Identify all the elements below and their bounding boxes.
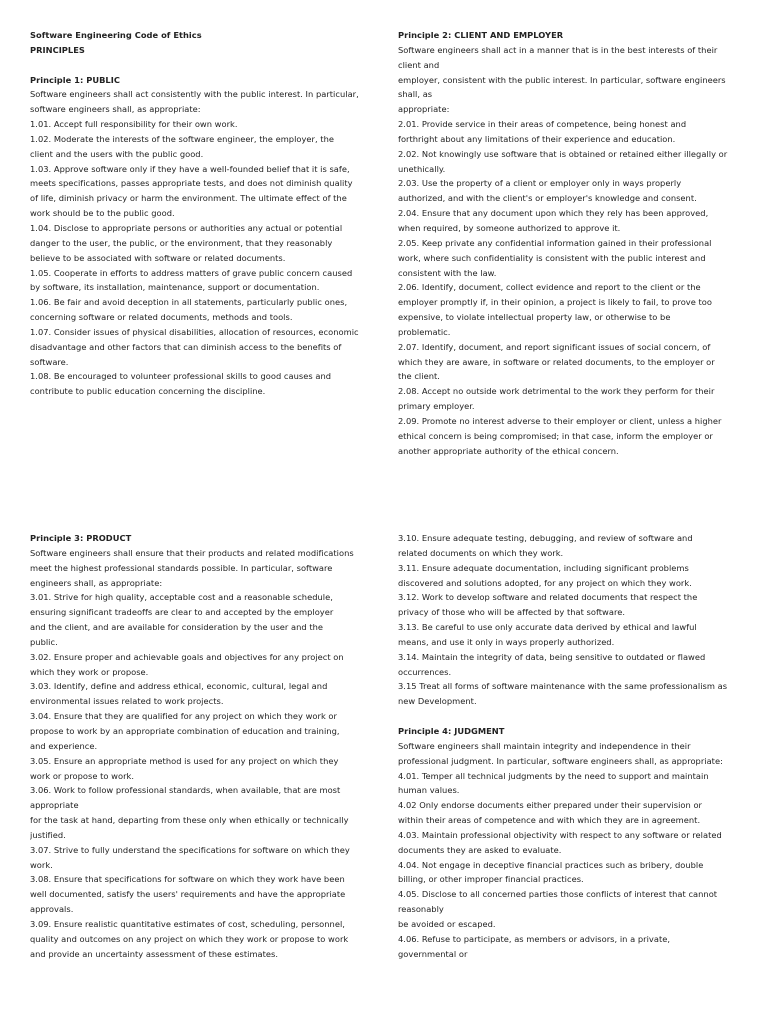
text-line: employer, consistent with the public interest. In particular, software engineers bbox=[398, 74, 726, 85]
text-line: related documents on which they work. bbox=[398, 547, 564, 558]
text-line: professional judgment. In particular, software engineers shall, as appropriate: bbox=[398, 755, 723, 766]
text-line: ensuring significant tradeoffs are clear to and accepted by the employer bbox=[30, 607, 334, 618]
text-line: forthright about any limitations of their experience and education. bbox=[398, 133, 676, 144]
text-line: Software engineers shall act consistently with the public interest. In particular, bbox=[30, 89, 359, 100]
text-line: discovered and solutions adopted, for any project on which they work. bbox=[398, 577, 692, 588]
text-line: quality and outcomes on any project on which they work or propose to work bbox=[30, 933, 349, 944]
text-line: 3.10. Ensure adequate testing, debugging, and review of software and bbox=[398, 533, 693, 543]
principle-3-continued-body bbox=[398, 531, 750, 709]
text-line: 2.02. Not knowingly use software that is obtained or retained either illegally or bbox=[398, 148, 728, 159]
text-line: 2.01. Provide service in their areas of competence, being honest and bbox=[398, 119, 687, 130]
text-line: meets specifications, passes appropriate tests, and does not diminish quality bbox=[30, 178, 353, 189]
text-line: 3.12. Work to develop software and related documents that respect the bbox=[398, 592, 698, 603]
text-line: disadvantage and other factors that can diminish access to the benefits of bbox=[30, 341, 342, 352]
text-line: the client. bbox=[398, 371, 440, 382]
principle-3-heading: Principle 3: PRODUCT bbox=[30, 533, 132, 543]
document-title: Software Engineering Code of Ethics bbox=[30, 30, 202, 40]
text-line: 1.08. Be encouraged to volunteer professional skills to good causes and bbox=[30, 371, 332, 382]
text-line: 3.13. Be careful to use only accurate data derived by ethical and lawful bbox=[398, 622, 697, 633]
text-line: danger to the user, the public, or the environment, that they reasonably bbox=[30, 237, 333, 248]
text-line: reasonably bbox=[398, 904, 444, 915]
text-line: 2.05. Keep private any confidential information gained in their professional bbox=[398, 237, 712, 248]
text-line: billing, or other improper financial practices. bbox=[398, 874, 584, 885]
text-line: new Development. bbox=[398, 696, 477, 707]
text-line: 4.05. Disclose to all concerned parties those conflicts of interest that cannot bbox=[398, 889, 718, 900]
text-line: 2.06. Identify, document, collect evidence and report to the client or the bbox=[398, 282, 701, 293]
text-line: expensive, to violate intellectual property law, or otherwise to be bbox=[398, 312, 671, 323]
text-line: Software engineers shall ensure that their products and related modifications bbox=[30, 547, 354, 558]
text-line: contribute to public education concerning the discipline. bbox=[30, 386, 266, 397]
text-line: 4.06. Refuse to participate, as members or advisors, in a private, bbox=[398, 933, 670, 944]
text-line: for the task at hand, departing from these only when ethically or technically bbox=[30, 815, 349, 826]
text-line: human values. bbox=[398, 785, 460, 796]
text-line: be avoided or escaped. bbox=[398, 918, 496, 929]
principle-3-body bbox=[30, 546, 382, 962]
text-line: shall, as bbox=[398, 89, 433, 100]
text-line: 1.02. Moderate the interests of the software engineer, the employer, the bbox=[30, 133, 334, 144]
text-line: 4.03. Maintain professional objectivity with respect to any software or related bbox=[398, 829, 722, 840]
text-line: occurrences. bbox=[398, 666, 452, 677]
text-line: means, and use it only in ways properly authorized. bbox=[398, 636, 615, 647]
text-line: 1.06. Be fair and avoid deception in all statements, particularly public ones, bbox=[30, 297, 348, 308]
text-line: meet the highest professional standards possible. In particular, software bbox=[30, 562, 333, 573]
principle-2-section bbox=[398, 28, 750, 458]
text-line: 3.03. Identify, define and address ethical, economic, cultural, legal and bbox=[30, 681, 328, 692]
text-line: client and the users with the public good. bbox=[30, 148, 204, 159]
text-line: when required, by someone authorized to approve it. bbox=[398, 222, 621, 233]
text-line: believe to be associated with software or related documents. bbox=[30, 252, 286, 263]
text-line: 1.07. Consider issues of physical disabilities, allocation of resources, economic bbox=[30, 326, 359, 337]
text-line: 2.08. Accept no outside work detrimental to the work they perform for their bbox=[398, 386, 715, 397]
text-line: employer promptly if, in their opinion, a project is likely to fail, to prove too bbox=[398, 297, 712, 308]
text-line: 1.05. Cooperate in efforts to address matters of grave public concern caused bbox=[30, 267, 353, 278]
principle-3-section bbox=[30, 531, 382, 961]
text-line: 3.11. Ensure adequate documentation, including significant problems bbox=[398, 562, 689, 573]
text-line: which they are aware, in software or related documents, to the employer or bbox=[398, 356, 715, 367]
text-line: environmental issues related to work projects. bbox=[30, 696, 224, 707]
principles-label: PRINCIPLES bbox=[30, 44, 85, 55]
text-line: 3.09. Ensure realistic quantitative estimates of cost, scheduling, personnel, bbox=[30, 918, 345, 929]
text-line: well documented, satisfy the users' requirements and have the appropriate bbox=[30, 889, 346, 900]
principle-1-body bbox=[30, 87, 382, 399]
text-line: 3.04. Ensure that they are qualified for any project on which they work or bbox=[30, 711, 337, 722]
text-line: authorized, and with the client's or employer's knowledge and consent. bbox=[398, 193, 697, 204]
spacer bbox=[30, 58, 382, 73]
principle-2-body bbox=[398, 43, 750, 459]
text-line: 2.07. Identify, document, and report significant issues of social concern, of bbox=[398, 341, 711, 352]
principle-4-heading: Principle 4: JUDGMENT bbox=[398, 725, 505, 736]
text-line: appropriate: bbox=[398, 104, 450, 115]
principle-2-heading: Principle 2: CLIENT AND EMPLOYER bbox=[398, 30, 564, 40]
text-line: governmental or bbox=[398, 948, 468, 959]
text-line: engineers shall, as appropriate: bbox=[30, 577, 163, 588]
text-line: 2.04. Ensure that any document upon which they rely has been approved, bbox=[398, 208, 709, 219]
text-line: by software, its installation, maintenance, support or documentation. bbox=[30, 282, 320, 293]
principle-3-continued-section bbox=[398, 531, 750, 961]
text-line: documents they are asked to evaluate. bbox=[398, 844, 562, 855]
text-line: within their areas of competence and with which they are in agreement. bbox=[398, 815, 701, 826]
text-line: 3.06. Work to follow professional standards, when available, that are most bbox=[30, 785, 341, 796]
principle-1-heading: Principle 1: PUBLIC bbox=[30, 74, 120, 85]
text-line: 3.08. Ensure that specifications for software on which they work have been bbox=[30, 874, 345, 885]
text-line: public. bbox=[30, 636, 58, 647]
text-line: propose to work by an appropriate combination of education and training, bbox=[30, 725, 340, 736]
text-line: and experience. bbox=[30, 740, 98, 751]
text-line: 3.14. Maintain the integrity of data, being sensitive to outdated or flawed bbox=[398, 651, 706, 662]
text-line: 3.01. Strive for high quality, acceptable cost and a reasonable schedule, bbox=[30, 592, 333, 603]
text-line: 4.04. Not engage in deceptive financial practices such as bribery, double bbox=[398, 859, 704, 870]
text-line: Software engineers shall maintain integrity and independence in their bbox=[398, 740, 691, 751]
text-line: software engineers shall, as appropriate: bbox=[30, 104, 201, 115]
text-line: appropriate bbox=[30, 800, 79, 811]
text-line: 1.03. Approve software only if they have a well-founded belief that it is safe, bbox=[30, 163, 350, 174]
text-line: 4.02 Only endorse documents either prepared under their supervision or bbox=[398, 800, 702, 811]
text-line: 4.01. Temper all technical judgments by the need to support and maintain bbox=[398, 770, 709, 781]
text-line: 1.04. Disclose to appropriate persons or authorities any actual or potential bbox=[30, 222, 343, 233]
text-line: work or propose to work. bbox=[30, 770, 134, 781]
principle-1-section bbox=[30, 28, 382, 399]
text-line: 3.02. Ensure proper and achievable goals and objectives for any project on bbox=[30, 651, 344, 662]
text-line: privacy of those who will be affected by that software. bbox=[398, 607, 625, 618]
text-line: 2.03. Use the property of a client or employer only in ways properly bbox=[398, 178, 682, 189]
text-line: unethically. bbox=[398, 163, 446, 174]
text-line: 3.07. Strive to fully understand the specifications for software on which they bbox=[30, 844, 350, 855]
text-line: primary employer. bbox=[398, 401, 475, 412]
text-line: of life, diminish privacy or harm the environment. The ultimate effect of the bbox=[30, 193, 347, 204]
text-line: 3.15 Treat all forms of software maintenance with the same professionalism as bbox=[398, 681, 728, 692]
text-line: justified. bbox=[30, 829, 66, 840]
text-line: Software engineers shall act in a manner that is in the best interests of their bbox=[398, 44, 718, 55]
text-line: another appropriate authority of the ethical concern. bbox=[398, 445, 619, 456]
text-line: and provide an uncertainty assessment of these estimates. bbox=[30, 948, 279, 959]
text-line: software. bbox=[30, 356, 69, 367]
text-line: problematic. bbox=[398, 326, 451, 337]
text-line: approvals. bbox=[30, 904, 74, 915]
text-line: 2.09. Promote no interest adverse to their employer or client, unless a higher bbox=[398, 415, 722, 426]
text-line: work. bbox=[30, 859, 53, 870]
text-line: and the client, and are available for consideration by the user and the bbox=[30, 622, 324, 633]
text-line: 1.01. Accept full responsibility for their own work. bbox=[30, 119, 238, 130]
spacer bbox=[398, 709, 750, 724]
text-line: 3.05. Ensure an appropriate method is used for any project on which they bbox=[30, 755, 339, 766]
text-line: client and bbox=[398, 59, 440, 70]
text-line: work, where such confidentiality is consistent with the public interest and bbox=[398, 252, 706, 263]
principle-4-body bbox=[398, 739, 750, 962]
text-line: consistent with the law. bbox=[398, 267, 497, 278]
text-line: ethical concern is being compromised; in that case, inform the employer or bbox=[398, 430, 713, 441]
text-line: concerning software or related documents, methods and tools. bbox=[30, 312, 293, 323]
text-line: work should be to the public good. bbox=[30, 208, 175, 219]
text-line: which they work or propose. bbox=[30, 666, 149, 677]
